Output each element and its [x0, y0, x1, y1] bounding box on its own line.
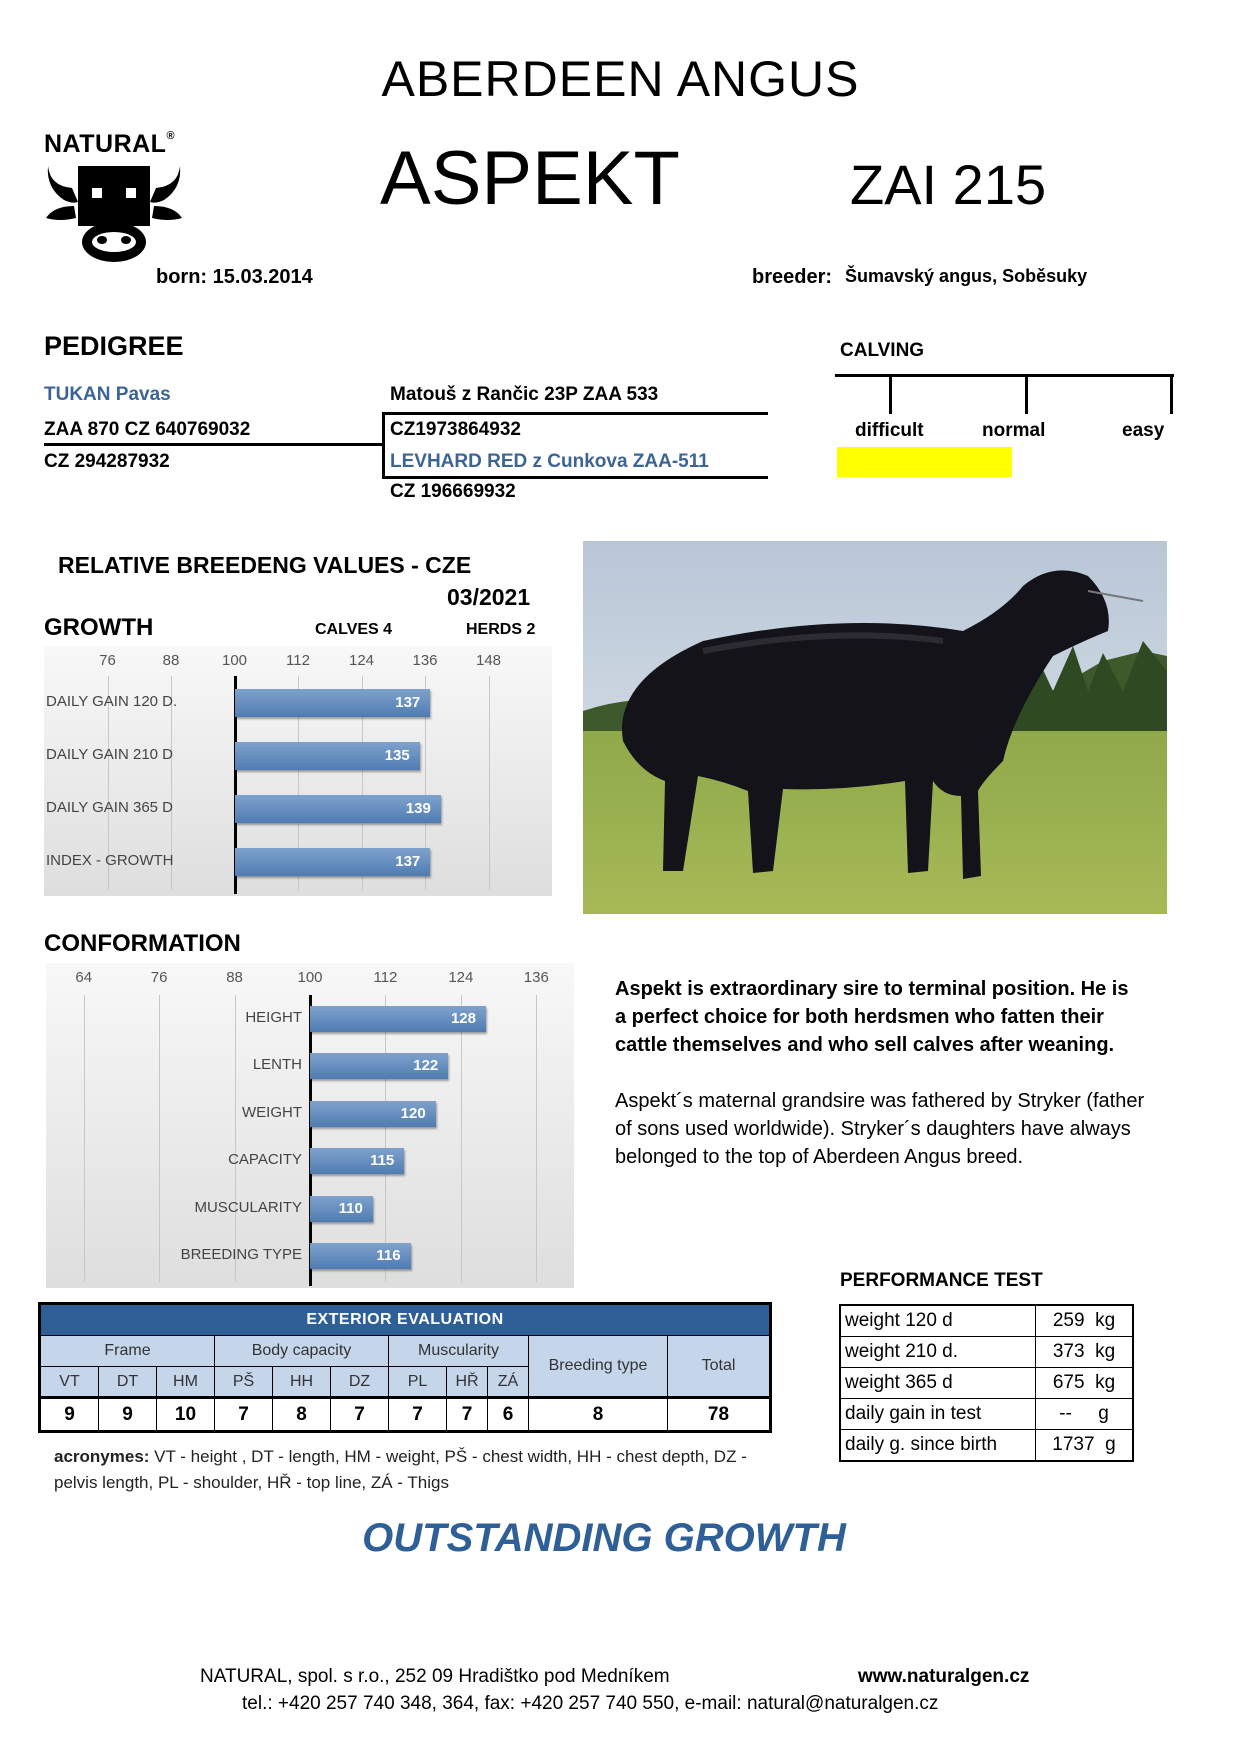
- category-label: DAILY GAIN 365 D: [46, 798, 174, 816]
- pedigree-line: [44, 443, 384, 446]
- table-row: [840, 1305, 1133, 1337]
- breeder-value: Šumavský angus, Soběsuky: [845, 266, 1088, 286]
- calving-scale-tick: [1170, 374, 1173, 414]
- subhead-cell: HH: [273, 1367, 331, 1398]
- subhead-cell: VT: [40, 1367, 99, 1398]
- x-tick-label: 76: [150, 969, 168, 986]
- bar-value-label: 137: [395, 852, 421, 870]
- bull-photo-image: [583, 541, 1167, 914]
- x-tick-label: 136: [523, 969, 549, 986]
- herds-count: HERDS 2: [466, 621, 536, 638]
- gridline: [84, 995, 85, 1282]
- breed-title: ABERDEEN ANGUS: [381, 51, 860, 107]
- pedigree-title: PEDIGREE: [44, 331, 184, 361]
- growth-title: GROWTH: [44, 614, 154, 641]
- maternal-granddam-name: LEVHARD RED z Cunkova ZAA-511: [390, 451, 709, 472]
- calving-label-normal: normal: [982, 420, 1046, 441]
- group-breeding-type: Breeding type: [529, 1336, 668, 1398]
- footer-company: NATURAL, spol. s r.o., 252 09 Hradištko pod Medníkem: [200, 1666, 670, 1687]
- dam-reg: CZ 294287932: [44, 451, 170, 472]
- category-label: MUSCULARITY: [194, 1198, 302, 1216]
- subhead-cell: HŘ: [447, 1367, 488, 1398]
- score-cell: 6: [488, 1398, 529, 1432]
- pedigree-line: [382, 412, 385, 476]
- subhead-cell: PŠ: [215, 1367, 273, 1398]
- breeding-values-title: RELATIVE BREEDENG VALUES - CZE: [58, 552, 472, 578]
- x-tick-label: 124: [348, 652, 375, 669]
- category-label: INDEX - GROWTH: [46, 851, 174, 869]
- x-tick-label: 76: [99, 652, 116, 669]
- performance-value: 259 kg: [1036, 1305, 1134, 1337]
- score-cell: 8: [273, 1398, 331, 1432]
- breeding-values-date: 03/2021: [447, 584, 531, 610]
- score-cell: 7: [215, 1398, 273, 1432]
- x-tick-label: 148: [475, 652, 502, 669]
- bar-value-label: 137: [395, 693, 421, 711]
- x-tick-label: 124: [448, 969, 474, 986]
- subhead-cell: HM: [157, 1367, 215, 1398]
- score-cell: 10: [157, 1398, 215, 1432]
- category-label: LENTH: [252, 1056, 302, 1074]
- performance-title: PERFORMANCE TEST: [840, 1270, 1043, 1291]
- x-tick-label: 112: [286, 652, 310, 669]
- x-tick-label: 112: [373, 969, 398, 986]
- table-row: [840, 1337, 1133, 1368]
- performance-label: weight 365 d: [840, 1368, 1036, 1399]
- x-tick-label: 88: [162, 652, 180, 669]
- calving-scale-tick: [889, 374, 892, 414]
- maternal-grandsire-name: Matouš z Rančic 23P ZAA 533: [390, 384, 659, 405]
- calving-scale-tick: [1025, 374, 1028, 414]
- performance-table: [839, 1304, 1134, 1462]
- score-cell: 8: [529, 1398, 668, 1432]
- description-normal: Aspekt´s maternal grandsire was fathered by Stryker (father of sons used worldwide). Stryker´s daughters have always belonged to the top of Aberdeen Angus breed.: [615, 1090, 1145, 1168]
- x-tick-label: 88: [226, 969, 243, 986]
- company-logo-text: NATURAL®: [44, 130, 176, 158]
- bar-value-label: 135: [384, 746, 410, 764]
- category-label: HEIGHT: [245, 1008, 302, 1026]
- calves-count: CALVES 4: [315, 621, 393, 638]
- category-label: CAPACITY: [228, 1151, 302, 1169]
- group-body-capacity: Body capacity: [215, 1336, 389, 1367]
- performance-value: 1737 g: [1036, 1430, 1134, 1462]
- exterior-evaluation-table: [38, 1302, 772, 1433]
- pedigree-line: [382, 476, 768, 479]
- calving-scale-line: [835, 374, 1174, 377]
- subhead-cell: DZ: [331, 1367, 389, 1398]
- category-label: WEIGHT: [242, 1103, 302, 1121]
- score-cell: 7: [331, 1398, 389, 1432]
- maternal-granddam-reg: CZ 196669932: [390, 481, 516, 502]
- bull-id: ZAI 215: [850, 153, 1047, 216]
- table-row: [840, 1368, 1133, 1399]
- performance-label: weight 120 d: [840, 1305, 1036, 1337]
- score-cell: 9: [99, 1398, 157, 1432]
- bull-photo: [583, 541, 1167, 914]
- growth-chart: [44, 646, 552, 896]
- sire-reg: ZAA 870 CZ 640769032: [44, 419, 251, 440]
- slogan: OUTSTANDING GROWTH: [362, 1516, 846, 1560]
- gridline: [536, 995, 537, 1282]
- conformation-title: CONFORMATION: [44, 930, 241, 957]
- score-cell: 78: [668, 1398, 771, 1432]
- conformation-chart: [46, 963, 574, 1288]
- performance-value: 373 kg: [1036, 1337, 1134, 1368]
- group-total: Total: [668, 1336, 771, 1398]
- gridline: [159, 995, 160, 1282]
- acronyms-note: acronymes: VT - height , DT - length, HM - weight, PŠ - chest width, HH - chest depth, DZ - pelvis length, PL - shoulder, HŘ - top line, ZÁ - Thigs: [54, 1447, 747, 1492]
- performance-label: daily gain in test: [840, 1399, 1036, 1430]
- bar-value-label: 110: [338, 1199, 363, 1217]
- bull-description: [615, 975, 1145, 1199]
- bar-value-label: 139: [405, 799, 431, 817]
- x-tick-label: 64: [75, 969, 93, 986]
- calving-label-easy: easy: [1122, 420, 1165, 441]
- bull-name: ASPEKT: [380, 136, 680, 221]
- footer-website-link[interactable]: www.naturalgen.cz: [858, 1666, 1030, 1687]
- subhead-cell: DT: [99, 1367, 157, 1398]
- x-tick-label: 136: [412, 652, 438, 669]
- score-cell: 9: [40, 1398, 99, 1432]
- gridline: [489, 676, 490, 890]
- calving-label-difficult: difficult: [855, 420, 924, 441]
- score-cell: 7: [389, 1398, 447, 1432]
- group-frame: Frame: [40, 1336, 215, 1367]
- x-tick-label: 100: [221, 652, 248, 669]
- bar-value-label: 115: [370, 1152, 395, 1170]
- x-tick-label: 100: [297, 969, 323, 986]
- birth-date: born: 15.03.2014: [156, 266, 313, 288]
- maternal-grandsire-reg: CZ1973864932: [390, 419, 521, 440]
- performance-value: 675 kg: [1036, 1368, 1134, 1399]
- table-row: [840, 1430, 1133, 1462]
- gridline: [461, 995, 462, 1282]
- performance-label: daily g. since birth: [840, 1430, 1036, 1462]
- table-row: [840, 1399, 1133, 1430]
- calving-title: CALVING: [840, 340, 925, 361]
- calving-value-bar: [837, 447, 1012, 477]
- gridline: [235, 995, 236, 1282]
- bar-value-label: 120: [400, 1104, 426, 1122]
- bar-value-label: 128: [450, 1009, 476, 1027]
- breeder-label: breeder:: [752, 266, 833, 288]
- exterior-title: EXTERIOR EVALUATION: [40, 1304, 771, 1336]
- category-label: BREEDING TYPE: [180, 1246, 302, 1264]
- gridline: [385, 995, 386, 1282]
- bar-value-label: 116: [376, 1247, 401, 1265]
- subhead-cell: ZÁ: [488, 1367, 529, 1398]
- performance-label: weight 210 d.: [840, 1337, 1036, 1368]
- sire-name: TUKAN Pavas: [44, 384, 171, 405]
- bar-value-label: 122: [413, 1057, 439, 1075]
- performance-value: -- g: [1036, 1399, 1134, 1430]
- score-cell: 7: [447, 1398, 488, 1432]
- pedigree-line: [382, 412, 768, 415]
- category-label: DAILY GAIN 120 D.: [46, 692, 178, 710]
- group-muscularity: Muscularity: [389, 1336, 529, 1367]
- subhead-cell: PL: [389, 1367, 447, 1398]
- description-bold: Aspekt is extraordinary sire to terminal position. He is a perfect choice for both herdsmen who fatten their cattle themselves and who sell calves after weaning.: [615, 978, 1129, 1056]
- footer-contact: tel.: +420 257 740 348, 364, fax: +420 257 740 550, e-mail: natural@naturalgen.cz: [242, 1693, 939, 1714]
- bull-head-logo-icon: [44, 158, 184, 264]
- category-label: DAILY GAIN 210 D: [46, 745, 174, 763]
